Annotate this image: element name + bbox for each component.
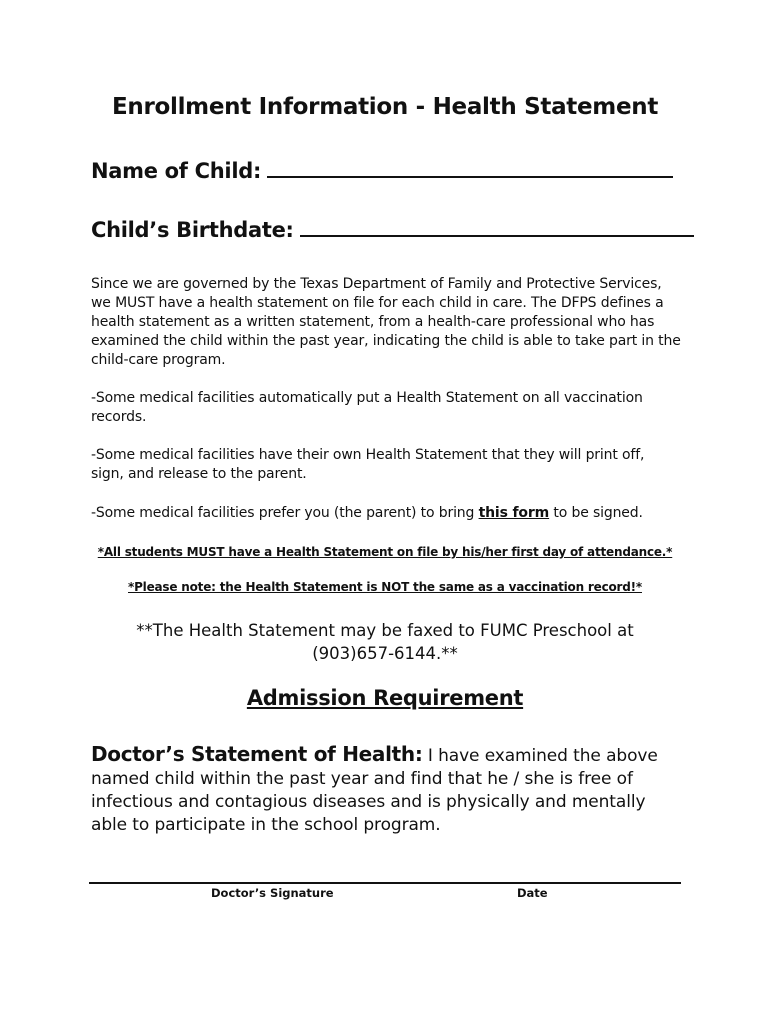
child-birthdate-blank-line[interactable]: [300, 217, 694, 237]
doctor-statement-lead: Doctor’s Statement of Health:: [91, 742, 423, 766]
intro-paragraph: Since we are governed by the Texas Department of Family and Protective Services, we MUST have a health statement on file for each child in care. The DFPS defines a health statement as a written statement, from a health-care professional who has examined the child within the past year, indicating the child is able to take part in the child-care program.: [91, 276, 681, 368]
attendance-notice: *All students MUST have a Health Statement on file by his/her first day of attendance.*: [97, 545, 673, 559]
admission-requirement-heading: Admission Requirement: [246, 686, 524, 710]
child-name-blank-line[interactable]: [267, 158, 673, 178]
page-title: Enrollment Information - Health Statement: [111, 94, 659, 120]
bullet-vaccination-records: -Some medical facilities automatically put a Health Statement on all vaccination records.: [91, 390, 643, 425]
signature-line[interactable]: [89, 882, 681, 884]
this-form-emphasis: this form: [478, 505, 550, 521]
doctor-statement: [91, 743, 681, 837]
child-name-label: Name of Child:: [91, 159, 262, 183]
doctor-signature-label: Doctor’s Signature: [211, 886, 334, 900]
child-birthdate-label: Child’s Birthdate:: [91, 218, 294, 242]
fax-note: **The Health Statement may be faxed to FUMC Preschool at (903)657-6144.**: [136, 621, 634, 663]
bullet-bring-text-before: -Some medical facilities prefer you (the parent) to bring: [91, 505, 479, 521]
child-name-field: [91, 158, 673, 183]
bullet-bring-this-form: [91, 504, 681, 523]
bullet-bring-text-after: to be signed.: [549, 505, 643, 521]
vaccination-record-notice: *Please note: the Health Statement is NOT the same as a vaccination record!*: [128, 580, 642, 594]
bullet-own-health-statement: -Some medical facilities have their own Health Statement that they will print off, sign, and release to the parent.: [91, 447, 645, 482]
doctor-statement-body: I have examined the above named child within the past year and find that he / she is free of infectious and contagious diseases and is physically and mentally able to participate in the school program.: [91, 746, 658, 835]
child-birthdate-field: [91, 217, 694, 242]
date-label: Date: [517, 886, 548, 900]
